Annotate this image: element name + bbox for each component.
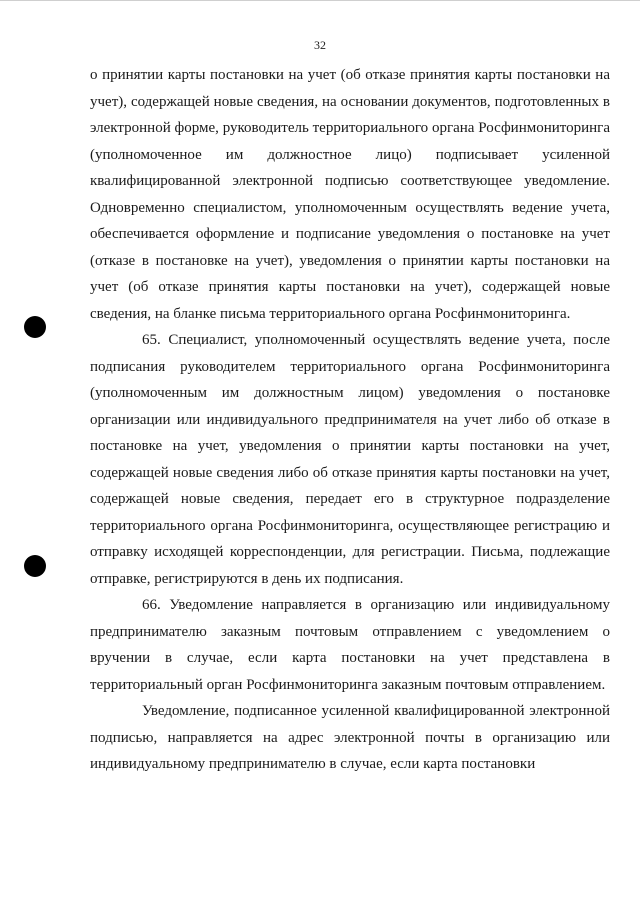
page-top-edge xyxy=(0,0,640,1)
paragraph-65: 65. Специалист, уполномоченный осуществлять ведение учета, после подписания руководителем территориального органа Росфинмониторинга (уполномоченным им должностным лицом) уведомления о постановке организации или индивидуального предпринимателя на учет либо об отказе в постановке на учет, уведомления о принятии карты постановки на учет, содержащей новые сведения либо об отказе принятия карты постановки на учет, содержащей новые сведения, передает его в структурное подразделение территориального органа Росфинмониторинга, осуществляющее регистрацию и отправку исходящей корреспонденции, для регистрации. Письма, подлежащие отправке, регистрируются в день их подписания. xyxy=(90,332,610,587)
page-number: 32 xyxy=(314,38,326,52)
punch-hole-mark xyxy=(24,555,46,577)
paragraph-66: 66. Уведомление направляется в организацию или индивидуальному предпринимателю заказным почтовым отправлением с уведомлением о вручении в случае, если карта постановки на учет представлена в территориальный орган Росфинмониторинга заказным почтовым отправлением. xyxy=(90,597,610,693)
paragraph-continuation: о принятии карты постановки на учет (об отказе принятия карты постановки на учет), содержащей новые сведения, на основании документов, подготовленных в электронной форме, руководитель территориального органа Росфинмониторинга (уполномоченное им должностное лицо) подписывает усиленной квалифицированной электронной подписью соответствующее уведомление. Одновременно специалистом, уполномоченным осуществлять ведение учета, обеспечивается оформление и подписание уведомления о постановке на учет (отказе в постановке на учет), уведомления о принятии карты постановки на учет (об отказе принятия карты постановки на учет), содержащей новые сведения, на бланке письма территориального органа Росфинмониторинга. xyxy=(90,67,610,322)
document-body xyxy=(90,62,610,778)
punch-hole-mark xyxy=(24,316,46,338)
paragraph-notice-email: Уведомление, подписанное усиленной квалифицированной электронной подписью, направляется на адрес электронной почты в организацию или индивидуальному предпринимателю в случае, если карта постановки xyxy=(90,703,610,772)
